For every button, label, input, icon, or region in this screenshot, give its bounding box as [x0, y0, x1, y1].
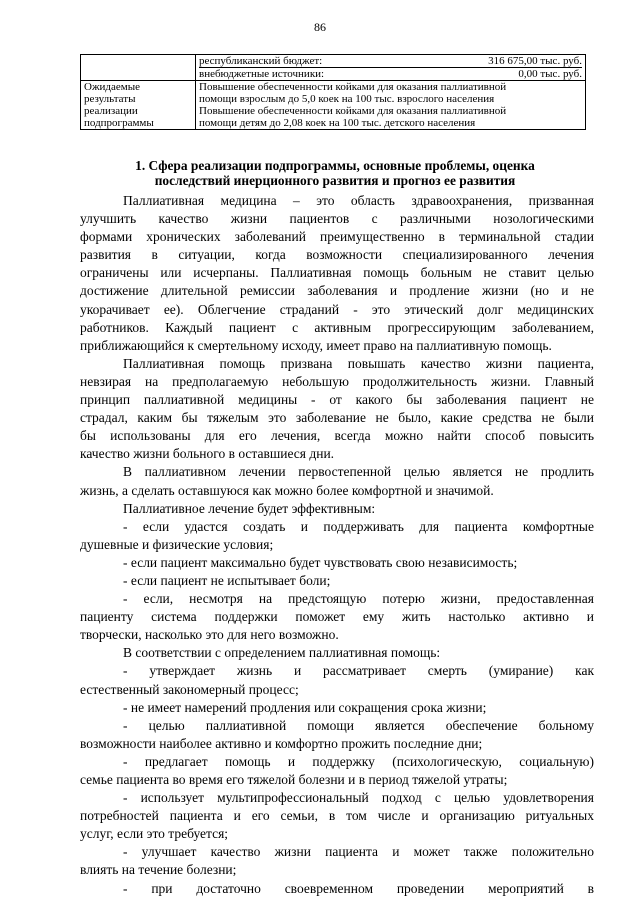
- results-line: помощи взрослым до 5,0 коек на 100 тыс. взрослого населения: [199, 93, 495, 105]
- text-line: невзирая на предполагаемую небольшую продолжительность жизни. Главный: [80, 373, 594, 389]
- text-line: естественный закономерный процесс;: [80, 681, 299, 697]
- text-line: качество жизни больного в оставшиеся дни.: [80, 446, 335, 462]
- text-line: Паллиативная медицина – это область здравоохранения, призванная: [123, 193, 594, 208]
- text-line: работников. Каждый пациент с активным прогрессирующим заболеванием,: [80, 319, 594, 335]
- results-label-line: реализации: [84, 105, 138, 117]
- text-line: пациенту система поддержки поможет ему жить настолько активно и: [80, 609, 594, 625]
- subprogram-summary-table: [80, 54, 586, 130]
- text-line: развития в ситуации, когда возможности специализированного лечения: [80, 247, 594, 263]
- table-cell-empty: [81, 55, 196, 81]
- text-line: В паллиативном лечении первостепенной целью является не продлить: [123, 464, 594, 480]
- budget-line-label: республиканский бюджет:: [199, 55, 323, 67]
- text-line: душевные и физические условия;: [80, 536, 274, 552]
- text-line: достижение длительной ремиссии заболевания и продление жизни (но и не: [80, 283, 594, 299]
- text-line: В соответствии с определением паллиативная помощь:: [123, 645, 441, 661]
- section-heading: [90, 158, 580, 188]
- text-line: Паллиативная помощь призвана повышать качество жизни пациента,: [123, 355, 594, 371]
- text-line: возможности наиболее активно и комфортно прожить последние дни;: [80, 735, 483, 751]
- table-row: [81, 55, 586, 81]
- bullet-line: - если пациент максимально будет чувствовать свою независимость;: [123, 554, 518, 570]
- table-cell-results-label: [81, 81, 196, 130]
- text-line: бы использованы для его лечения, всегда можно найти способ повысить: [80, 428, 594, 444]
- section-heading-line: последствий инерционного развития и прогноз ее развития: [154, 173, 516, 188]
- results-line: помощи детям до 2,08 коек на 100 тыс. детского населения: [199, 117, 476, 129]
- text-line: потребностей пациента и его семьи, в том числе и организацию ритуальных: [80, 808, 594, 824]
- results-label-line: результаты: [84, 93, 136, 105]
- text-line: услуг, если это требуется;: [80, 826, 229, 842]
- bullet-line: - целью паллиативной помощи является обеспечение больному: [123, 717, 594, 733]
- bullet-line: - использует мультипрофессиональный подход с целью удовлетворения: [123, 790, 594, 806]
- results-label-line: подпрограммы: [84, 117, 154, 129]
- budget-line-value: 316 675,00 тыс. руб.: [488, 55, 582, 67]
- budget-line: [199, 55, 582, 68]
- bullet-line: - улучшает качество жизни пациента и может также положительно: [123, 844, 594, 860]
- budget-line-value: 0,00 тыс. руб.: [518, 68, 582, 80]
- text-line: приближающийся к смертельному исходу, имеет право на паллиативную помощь.: [80, 337, 552, 353]
- budget-line: [199, 68, 582, 80]
- text-line: формами хронических заболеваний преимущественно в терминальной стадии: [80, 229, 594, 245]
- text-line: страдал, каким бы тяжелым это заболевание не было, какие средства не были: [80, 410, 594, 426]
- bullet-line: - утверждает жизнь и рассматривает смерть (умирание) как: [123, 663, 594, 679]
- results-label-line: Ожидаемые: [84, 81, 141, 93]
- bullet-line: - если удастся создать и поддерживать для пациента комфортные: [123, 518, 594, 534]
- text-line: творчески, насколько это для него возможно.: [80, 627, 339, 643]
- body-text: [80, 192, 594, 898]
- text-line: укорачивает ее). Облегчение страданий - это этический долг медицинских: [80, 301, 594, 317]
- section-heading-line: 1. Сфера реализации подпрограммы, основные проблемы, оценка: [135, 158, 535, 173]
- text-line: Паллиативное лечение будет эффективным:: [123, 500, 376, 516]
- text-line: улучшить качество жизни пациентов с различными нозологическими: [80, 211, 594, 227]
- bullet-line: - при достаточно своевременном проведении мероприятий в: [123, 880, 594, 896]
- bullet-line: - если пациент не испытывает боли;: [123, 572, 331, 588]
- results-line: Повышение обеспеченности койками для оказания паллиативной: [199, 81, 507, 93]
- budget-line-label: внебюджетные источники:: [199, 68, 325, 80]
- results-line: Повышение обеспеченности койками для оказания паллиативной: [199, 105, 507, 117]
- text-line: ограничены или исчерпаны. Паллиативная помощь больным не ставит целью: [80, 265, 594, 281]
- text-line: влиять на течение болезни;: [80, 862, 237, 878]
- table-row: [81, 81, 586, 130]
- bullet-line: - не имеет намерений продления или сокращения срока жизни;: [123, 699, 487, 715]
- text-line: жизнь, а сделать оставшуюся как можно более комфортной и значимой.: [80, 482, 494, 498]
- table-cell-results: [196, 81, 586, 130]
- table-cell-budget: [196, 55, 586, 81]
- bullet-line: - если, несмотря на предстоящую потерю жизни, предоставленная: [123, 591, 594, 607]
- bullet-line: - предлагает помощь и поддержку (психологическую, социальную): [123, 753, 594, 769]
- text-line: семье пациента во время его тяжелой болезни и в период тяжелой утраты;: [80, 772, 508, 787]
- page-number: 86: [314, 20, 326, 34]
- text-line: принцип паллиативной медицины - от какого бы заболевания пациент не: [80, 392, 594, 408]
